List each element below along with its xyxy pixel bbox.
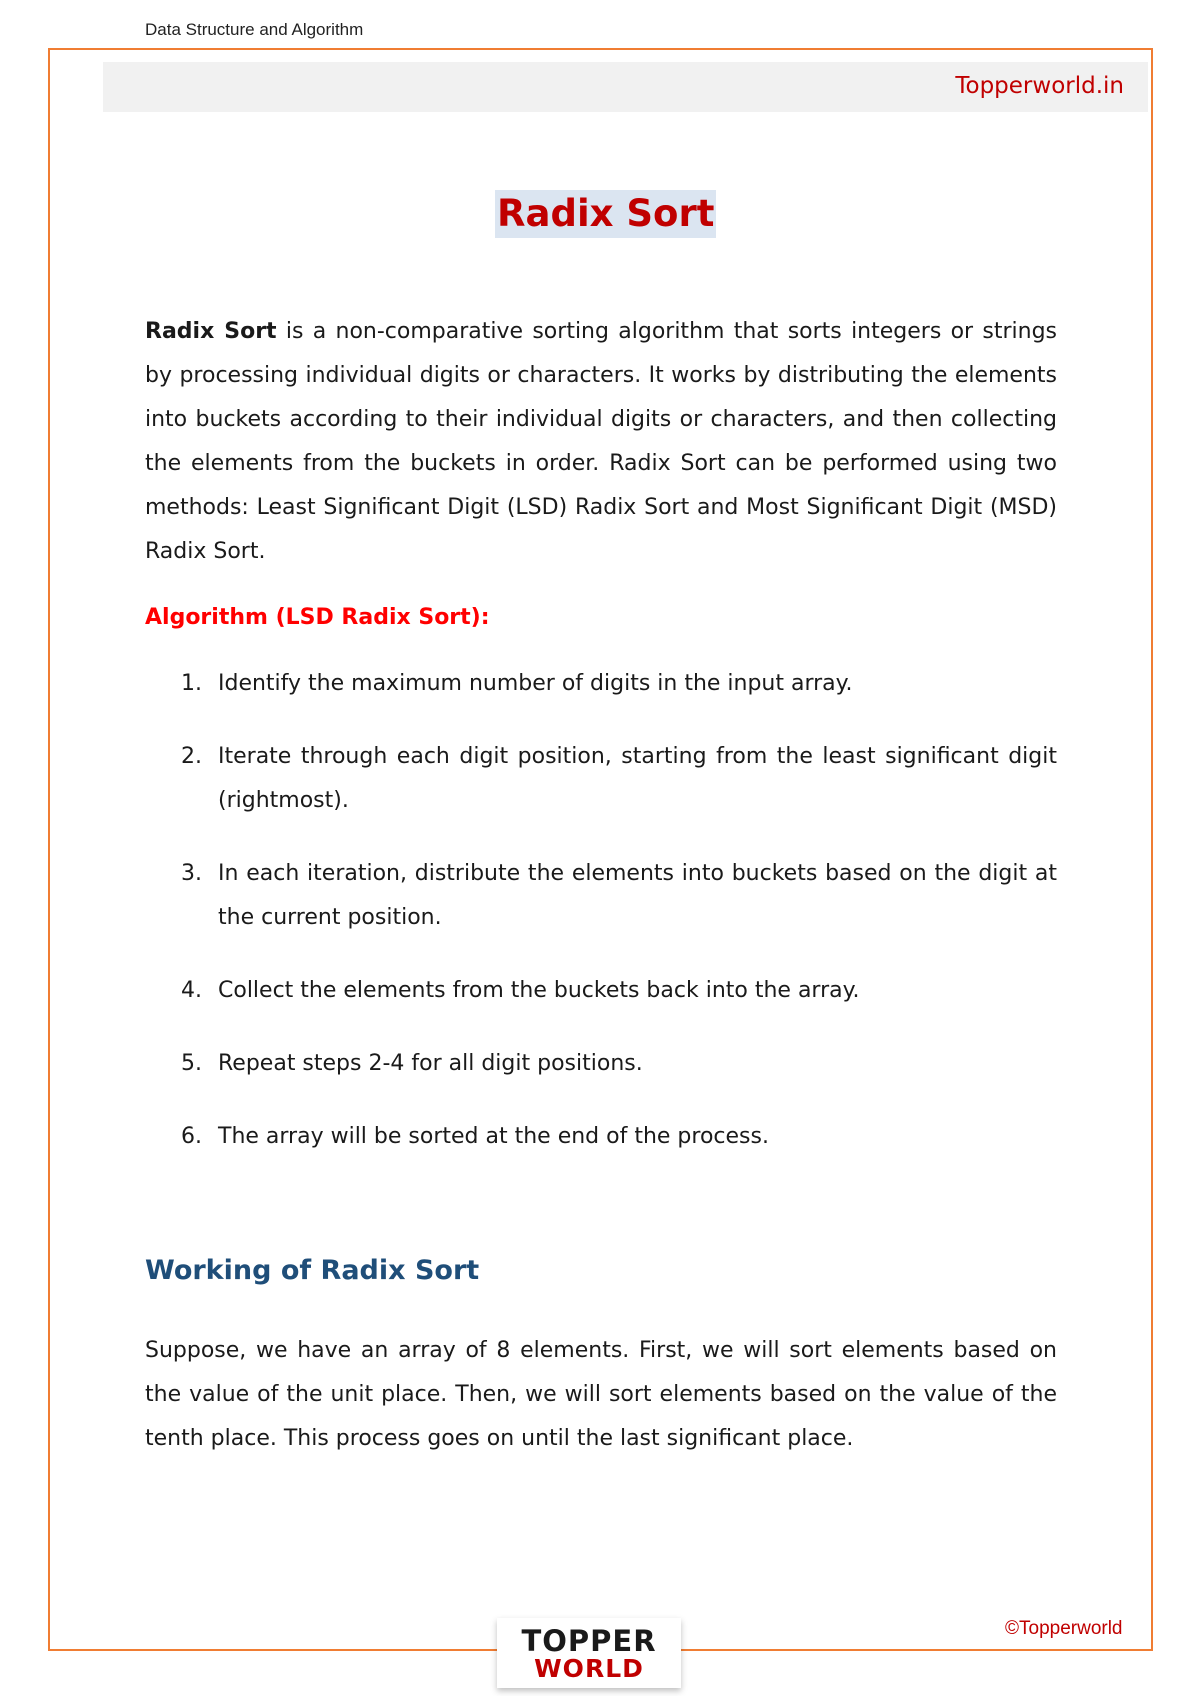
document-content xyxy=(145,310,1057,1461)
step-item xyxy=(145,1115,1057,1159)
site-name: Topperworld.in xyxy=(955,73,1124,99)
step-text: Identify the maximum number of digits in the input array. xyxy=(218,671,853,696)
algorithm-heading: Algorithm (LSD Radix Sort): xyxy=(145,605,490,630)
step-item xyxy=(145,969,1057,1013)
copyright-text: ©Topperworld xyxy=(1005,1618,1123,1639)
step-number: 2. xyxy=(181,744,202,769)
intro-bold-term: Radix Sort xyxy=(145,319,277,344)
step-number: 1. xyxy=(181,671,202,696)
step-item xyxy=(145,852,1057,940)
logo-top-text: TOPPER xyxy=(521,1624,657,1658)
running-header: Data Structure and Algorithm xyxy=(145,20,364,39)
logo-bottom-text: WORLD xyxy=(534,1654,644,1683)
step-text: Collect the elements from the buckets back into the array. xyxy=(218,978,860,1003)
step-item xyxy=(145,1042,1057,1086)
intro-paragraph xyxy=(145,310,1057,574)
step-number: 4. xyxy=(181,978,202,1003)
intro-text: is a non-comparative sorting algorithm that sorts integers or strings by processing individual digits or characters. It works by distributing the elements into buckets according to their individual digits or characters, and then collecting the elements from the buckets in order. Radix Sort can be performed using two methods: Least Significant Digit (LSD) Radix Sort and Most Significant Digit (MSD) Radix Sort. xyxy=(145,319,1058,564)
step-item xyxy=(145,735,1057,823)
step-number: 5. xyxy=(181,1051,202,1076)
page-title: Radix Sort xyxy=(495,190,716,238)
step-number: 6. xyxy=(181,1124,202,1149)
step-number: 3. xyxy=(181,861,202,886)
step-text: The array will be sorted at the end of the process. xyxy=(218,1124,769,1149)
working-heading: Working of Radix Sort xyxy=(145,1255,480,1286)
step-item xyxy=(145,662,1057,706)
algorithm-steps xyxy=(145,662,1057,1159)
topperworld-logo xyxy=(497,1618,681,1688)
working-paragraph: Suppose, we have an array of 8 elements. First, we will sort elements based on the value of the unit place. Then, we will sort elements based on the value of the tenth place. This process goes on until the last significant place. xyxy=(145,1338,1057,1451)
step-text: Repeat steps 2-4 for all digit positions. xyxy=(218,1051,643,1076)
step-text: In each iteration, distribute the elements into buckets based on the digit at the current position. xyxy=(218,861,1057,930)
site-header-band xyxy=(103,62,1148,112)
step-text: Iterate through each digit position, starting from the least significant digit (rightmost). xyxy=(218,744,1057,813)
